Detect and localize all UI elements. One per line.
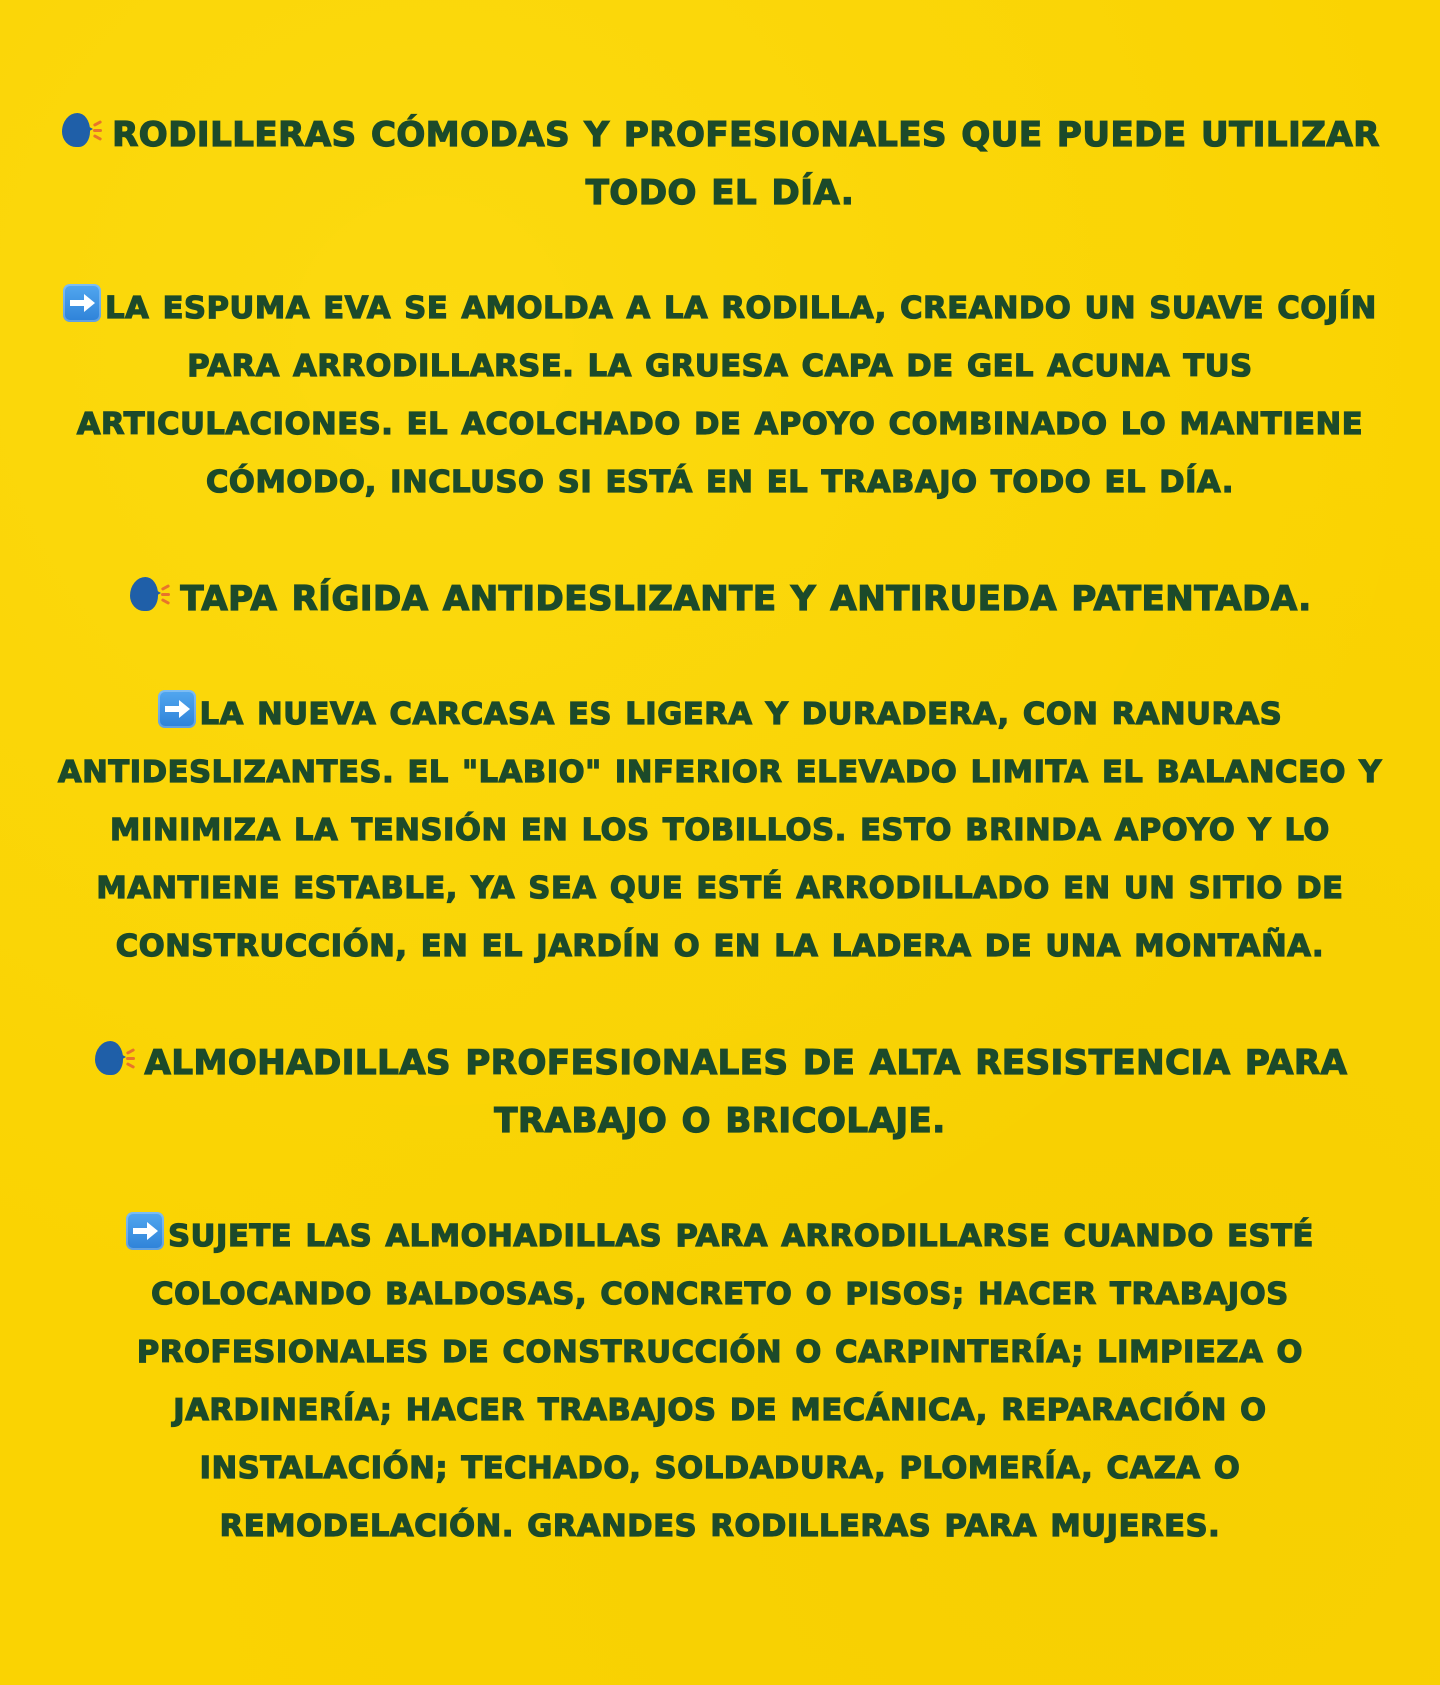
right-arrow-icon: [126, 1212, 164, 1250]
heading-comfort-text: RODILLERAS CÓMODAS Y PROFESIONALES QUE PUEDE UTILIZAR TODO EL DÍA.: [112, 115, 1380, 213]
paragraph-cap: [56, 686, 1384, 976]
right-arrow-icon: [158, 690, 196, 728]
paragraph-comfort: [56, 280, 1384, 512]
right-arrow-icon: [63, 284, 101, 322]
heading-cap: [56, 570, 1384, 628]
heading-cap-text: TAPA RÍGIDA ANTIDESLIZANTE Y ANTIRUEDA PATENTADA.: [180, 579, 1312, 619]
heading-comfort: [56, 106, 1384, 222]
heading-heavy-duty: [56, 1034, 1384, 1150]
speaking-head-icon: [128, 574, 172, 614]
heading-heavy-duty-text: ALMOHADILLAS PROFESIONALES DE ALTA RESISTENCIA PARA TRABAJO O BRICOLAJE.: [144, 1043, 1348, 1141]
speaking-head-icon: [93, 1038, 137, 1078]
paragraph-uses-text: SUJETE LAS ALMOHADILLAS PARA ARRODILLARSE CUANDO ESTÉ COLOCANDO BALDOSAS, CONCRETO O PISOS; HACER TRABAJOS PROFESIONALES DE CONSTRUCCIÓN O CARPINTERÍA; LIMPIEZA O JARDINERÍA; HACER TRABAJOS DE MECÁNICA, REPARACIÓN O INSTALACIÓN; TECHADO, SOLDADURA, PLOMERÍA, CAZA O REMODELACIÓN. GRANDES RODILLERAS PARA MUJERES.: [136, 1219, 1314, 1544]
paragraph-comfort-text: LA ESPUMA EVA SE AMOLDA A LA RODILLA, CREANDO UN SUAVE COJÍN PARA ARRODILLARSE. LA GRUESA CAPA DE GEL ACUNA TUS ARTICULACIONES. EL ACOLCHADO DE APOYO COMBINADO LO MANTIENE CÓMODO, INCLUSO SI ESTÁ EN EL TRABAJO TODO EL DÍA.: [76, 291, 1377, 500]
paragraph-uses: [56, 1208, 1384, 1556]
paragraph-cap-text: LA NUEVA CARCASA ES LIGERA Y DURADERA, CON RANURAS ANTIDESLIZANTES. EL "LABIO" INFERIOR ELEVADO LIMITA EL BALANCEO Y MINIMIZA LA TENSIÓN EN LOS TOBILLOS. ESTO BRINDA APOYO Y LO MANTIENE ESTABLE, YA SEA QUE ESTÉ ARRODILLADO EN UN SITIO DE CONSTRUCCIÓN, EN EL JARDÍN O EN LA LADERA DE UNA MONTAÑA.: [58, 697, 1382, 964]
speaking-head-icon: [60, 110, 104, 150]
